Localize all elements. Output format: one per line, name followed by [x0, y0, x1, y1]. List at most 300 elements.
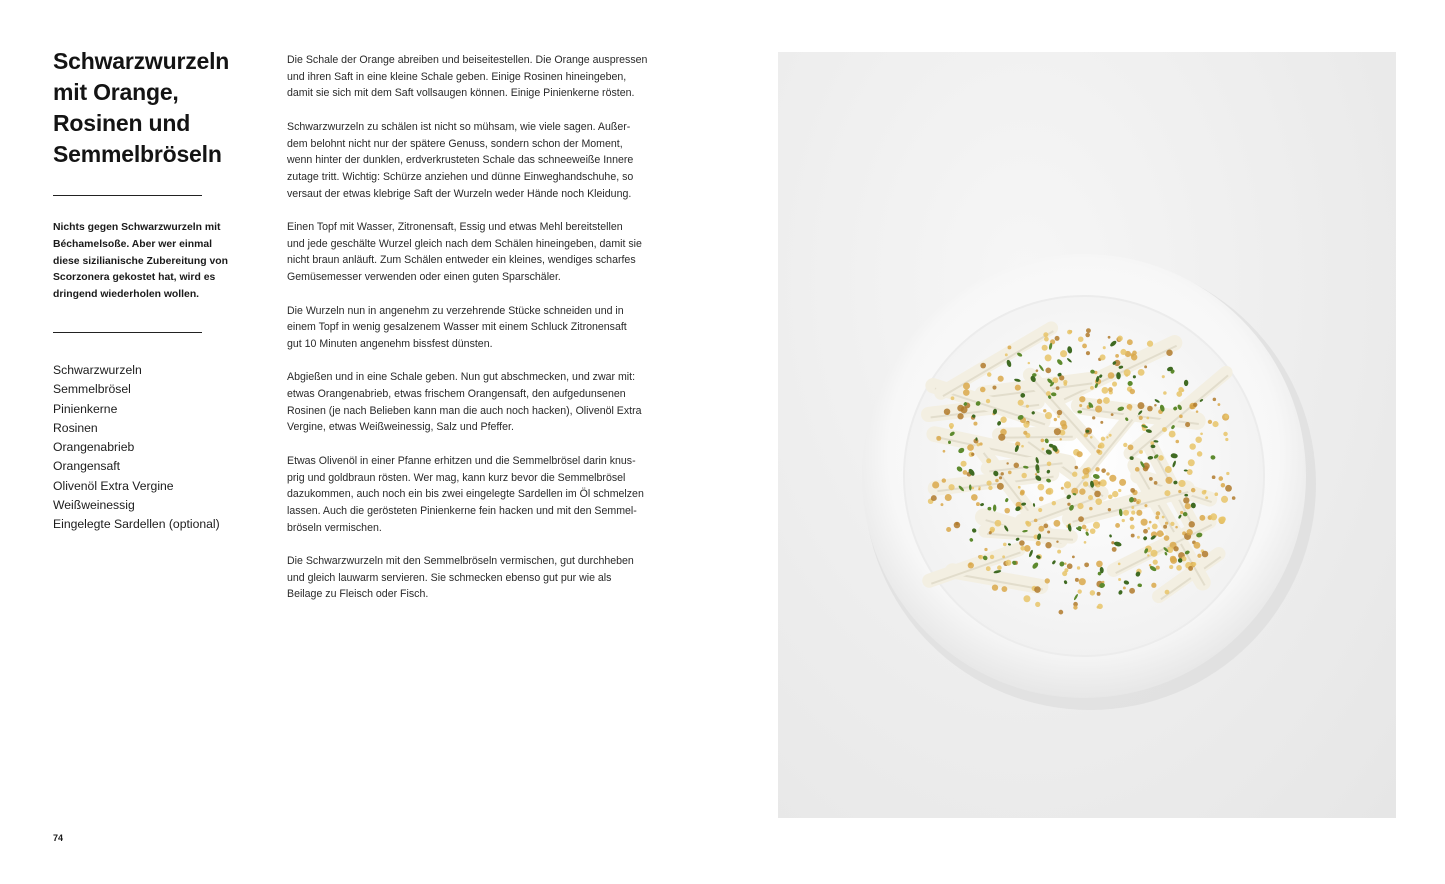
breadcrumb: [1192, 562, 1196, 566]
dish-photo-illustration: [778, 52, 1396, 818]
breadcrumb: [931, 495, 937, 501]
salsify-edge: [1001, 437, 1073, 438]
breadcrumb: [1060, 438, 1062, 440]
breadcrumb: [1094, 491, 1101, 498]
breadcrumb: [1061, 487, 1064, 490]
breadcrumb: [1170, 522, 1174, 526]
breadcrumb: [1208, 420, 1212, 424]
breadcrumb: [1152, 523, 1158, 529]
breadcrumb: [1155, 516, 1159, 520]
breadcrumb: [986, 566, 991, 571]
breadcrumb: [1100, 354, 1106, 360]
ingredient-item: Pinienkerne: [53, 401, 118, 416]
breadcrumb: [1095, 498, 1102, 505]
breadcrumb: [1084, 541, 1087, 544]
breadcrumb: [1096, 561, 1103, 568]
breadcrumb: [992, 584, 998, 590]
breadcrumb: [948, 484, 954, 490]
breadcrumb: [1018, 400, 1024, 406]
breadcrumb: [1067, 503, 1070, 506]
breadcrumb: [1086, 351, 1090, 355]
breadcrumb: [1137, 402, 1144, 409]
breadcrumb: [1165, 590, 1170, 595]
breadcrumb: [1158, 455, 1164, 461]
breadcrumb: [1199, 515, 1205, 521]
breadcrumb: [1052, 501, 1056, 505]
breadcrumb: [1195, 436, 1201, 442]
breadcrumb: [1103, 346, 1106, 349]
breadcrumb: [941, 503, 944, 506]
breadcrumb: [1151, 583, 1156, 588]
breadcrumb: [1076, 451, 1082, 457]
breadcrumb: [971, 487, 974, 490]
breadcrumb: [1075, 578, 1079, 582]
recipe-title: Schwarzwurzeln mit Orange, Rosinen und Semmelbröseln: [53, 48, 230, 167]
breadcrumb: [1047, 531, 1050, 534]
breadcrumb: [1023, 595, 1030, 602]
breadcrumb: [979, 555, 984, 560]
breadcrumb: [1090, 528, 1096, 534]
breadcrumb: [1061, 424, 1067, 430]
breadcrumb: [1043, 524, 1048, 529]
breadcrumb: [1225, 485, 1232, 492]
title-divider: [53, 195, 202, 196]
breadcrumb: [1047, 461, 1052, 466]
breadcrumb: [1001, 472, 1004, 475]
breadcrumb: [932, 481, 939, 488]
breadcrumb: [1079, 396, 1085, 402]
breadcrumb: [1093, 522, 1100, 529]
breadcrumb: [1079, 404, 1082, 407]
breadcrumb: [1000, 417, 1006, 423]
breadcrumb: [1143, 529, 1148, 534]
breadcrumb: [1095, 406, 1102, 413]
breadcrumb: [1193, 403, 1197, 407]
breadcrumb: [1232, 496, 1236, 500]
breadcrumb: [1117, 336, 1123, 342]
breadcrumb: [1163, 391, 1167, 395]
breadcrumb: [1175, 440, 1179, 444]
breadcrumb: [1123, 443, 1127, 447]
breadcrumb: [1123, 587, 1126, 590]
breadcrumb: [1147, 554, 1149, 556]
breadcrumb: [945, 494, 952, 501]
breadcrumb: [1147, 406, 1153, 412]
breadcrumb: [1098, 443, 1104, 449]
breadcrumb: [1097, 604, 1103, 610]
breadcrumb: [1072, 556, 1075, 559]
breadcrumb: [1130, 389, 1136, 395]
breadcrumb: [1150, 441, 1154, 445]
breadcrumb: [1054, 418, 1057, 421]
breadcrumb: [1090, 590, 1095, 595]
breadcrumb: [1020, 491, 1025, 496]
breadcrumb: [1054, 428, 1061, 435]
breadcrumb: [971, 494, 978, 501]
breadcrumb: [1197, 451, 1203, 457]
breadcrumb: [1109, 475, 1116, 482]
breadcrumb: [1112, 491, 1118, 497]
breadcrumb: [990, 555, 994, 559]
breadcrumb: [1095, 467, 1099, 471]
breadcrumb: [1097, 399, 1102, 404]
breadcrumb: [1162, 516, 1165, 519]
breadcrumb: [1035, 602, 1040, 607]
breadcrumb: [1111, 413, 1114, 416]
breadcrumb: [1002, 555, 1005, 558]
breadcrumb: [1150, 550, 1157, 557]
breadcrumb: [1200, 432, 1203, 435]
breadcrumb: [1123, 510, 1129, 516]
breadcrumb: [1057, 410, 1062, 415]
breadcrumb: [1118, 578, 1121, 581]
breadcrumb: [1106, 436, 1108, 438]
breadcrumb: [980, 387, 986, 393]
breadcrumb: [1147, 527, 1150, 530]
breadcrumb: [1189, 443, 1195, 449]
breadcrumb: [1001, 586, 1007, 592]
breadcrumb: [1057, 550, 1061, 554]
breadcrumb: [1045, 542, 1051, 548]
breadcrumb: [1221, 496, 1228, 503]
breadcrumb: [1138, 369, 1145, 376]
breadcrumb: [1064, 481, 1071, 488]
breadcrumb: [942, 478, 946, 482]
breadcrumb: [1082, 525, 1087, 530]
breadcrumb: [1006, 462, 1008, 464]
method-step: Die Schwarzwurzeln mit den Semmelbröseln vermischen, gut durchheben und gleich lauwarm servieren. Sie schmecken ebenso gut pur wie als Beilage zu Fleisch oder Fisch.: [287, 555, 634, 601]
breadcrumb: [1088, 495, 1093, 500]
breadcrumb: [1077, 566, 1080, 569]
breadcrumb: [1120, 349, 1126, 355]
breadcrumb: [1204, 490, 1207, 493]
breadcrumb: [1086, 328, 1091, 333]
method-step: Einen Topf mit Wasser, Zitronensaft, Essig und etwas Mehl bereitstellen und jede geschälte Wurzel gleich nach dem Schälen hineingeben, damit sie nicht braun anläuft. Zum Schälen entweder ein kleines, wendiges scharfes Gemüsemesser verwenden oder einen guten Sparschäler.: [287, 221, 642, 284]
method-step: Die Schale der Orange abreiben und beiseitestellen. Die Orange auspressen und ihren Saft in eine kleine Schale geben. Einige Rosinen hineingeben, damit sie sich mit dem Saft vollsaugen können. Einige Pinienkerne rösten.: [287, 54, 648, 100]
breadcrumb: [1045, 354, 1052, 361]
breadcrumb: [1115, 523, 1120, 528]
breadcrumb: [1178, 480, 1185, 487]
breadcrumb: [1146, 417, 1149, 420]
breadcrumb: [1019, 540, 1025, 546]
breadcrumb: [1130, 353, 1134, 357]
breadcrumb: [1056, 540, 1058, 542]
breadcrumb: [1197, 554, 1201, 558]
breadcrumb: [1034, 586, 1041, 593]
breadcrumb: [1220, 516, 1226, 522]
breadcrumb: [1185, 503, 1191, 509]
breadcrumb: [1218, 476, 1223, 481]
breadcrumb: [1130, 488, 1135, 493]
breadcrumb: [987, 372, 992, 377]
breadcrumb: [1078, 589, 1082, 593]
breadcrumb: [1164, 490, 1170, 496]
breadcrumb: [1176, 565, 1182, 571]
breadcrumb: [979, 442, 982, 445]
breadcrumb: [1008, 346, 1012, 350]
breadcrumb: [1162, 375, 1165, 378]
breadcrumb: [1101, 468, 1106, 473]
ingredient-item: Weißweinessig: [53, 498, 135, 513]
method-text: [287, 52, 682, 620]
breadcrumb: [1004, 508, 1010, 514]
breadcrumb: [1020, 546, 1025, 551]
breadcrumb: [1175, 526, 1178, 529]
breadcrumb: [1169, 431, 1176, 438]
breadcrumb: [961, 461, 967, 467]
breadcrumb: [1003, 543, 1007, 547]
breadcrumb: [1129, 408, 1131, 410]
breadcrumb: [1156, 511, 1160, 515]
breadcrumb: [978, 488, 980, 490]
breadcrumb: [1092, 416, 1095, 419]
breadcrumb: [1122, 519, 1125, 522]
breadcrumb: [1057, 415, 1060, 418]
breadcrumb: [1035, 473, 1037, 475]
breadcrumb: [1023, 431, 1027, 435]
breadcrumb: [1212, 475, 1216, 479]
breadcrumb: [1164, 535, 1170, 541]
breadcrumb: [1111, 541, 1114, 544]
breadcrumb: [1056, 386, 1060, 390]
breadcrumb: [1154, 481, 1158, 485]
breadcrumb: [963, 382, 970, 389]
breadcrumb: [1212, 421, 1218, 427]
intro-divider: [53, 332, 202, 333]
breadcrumb: [1149, 521, 1152, 524]
method-step: Schwarzwurzeln zu schälen ist nicht so mühsam, wie viele sagen. Außer- dem belohnt nicht nur der spätere Genuss, sondern schon der Moment, wenn hinter der dunklen, erdverkrusteten Schale das schneeweiße Innere zutage tritt. Wichtig: Schürze anziehen und dünne Einweghandschuhe, so versaut der etwas klebrige Saft der Wurzeln weder Hände noch Kleidung.: [287, 120, 634, 200]
breadcrumb: [1130, 517, 1134, 521]
breadcrumb: [1128, 444, 1134, 450]
breadcrumb: [944, 408, 950, 414]
breadcrumb: [973, 422, 977, 426]
breadcrumb: [1043, 409, 1046, 412]
breadcrumb: [976, 502, 980, 506]
breadcrumb: [1008, 471, 1012, 475]
breadcrumb: [1125, 374, 1128, 377]
breadcrumb: [1221, 483, 1225, 487]
breadcrumb: [1053, 520, 1060, 527]
breadcrumb: [1183, 497, 1189, 503]
breadcrumb: [946, 527, 951, 532]
breadcrumb: [1188, 566, 1193, 571]
breadcrumb: [1149, 477, 1153, 481]
breadcrumb: [971, 453, 974, 456]
breadcrumb: [1038, 526, 1044, 532]
breadcrumb: [1078, 336, 1084, 342]
breadcrumb: [1103, 397, 1110, 404]
breadcrumb: [1154, 404, 1157, 407]
breadcrumb: [1127, 339, 1133, 345]
breadcrumb: [1187, 469, 1193, 475]
breadcrumb: [1041, 448, 1044, 451]
breadcrumb: [1214, 492, 1218, 496]
breadcrumb: [1090, 436, 1093, 439]
breadcrumb: [989, 531, 992, 534]
method-step: Etwas Olivenöl in einer Pfanne erhitzen und die Semmelbrösel darin knus- prig und goldbraun rösten. Wer mag, kann kurz bevor die Semmelbrösel dazukommen, auch noch ein bis zwei eingelegte Sardellen im Öl schmelzen lassen. Auch die gerösteten Pinienkerne fein hacken und mit den Semmel- bröseln vermischen.: [287, 454, 644, 534]
breadcrumb: [1078, 516, 1084, 522]
breadcrumb: [999, 476, 1002, 479]
breadcrumb: [998, 434, 1005, 441]
breadcrumb: [1141, 519, 1148, 526]
breadcrumb: [1196, 410, 1199, 413]
breadcrumb: [1118, 563, 1121, 566]
breadcrumb: [1185, 422, 1190, 427]
breadcrumb: [967, 444, 974, 451]
breadcrumb: [1189, 521, 1195, 527]
breadcrumb: [1179, 415, 1183, 419]
breadcrumb: [995, 520, 1002, 527]
breadcrumb: [943, 450, 946, 453]
breadcrumb: [1109, 434, 1112, 437]
breadcrumb: [984, 548, 987, 551]
breadcrumb: [1137, 536, 1140, 539]
breadcrumb: [1119, 479, 1126, 486]
breadcrumb: [1082, 476, 1085, 479]
breadcrumb: [1169, 565, 1173, 569]
breadcrumb: [1210, 513, 1217, 520]
breadcrumb: [1130, 525, 1135, 530]
breadcrumb: [1224, 414, 1228, 418]
breadcrumb: [1100, 479, 1107, 486]
breadcrumb: [1135, 467, 1140, 472]
breadcrumb: [957, 413, 963, 419]
dish-photo: [778, 52, 1396, 818]
breadcrumb: [1044, 337, 1049, 342]
breadcrumb: [963, 470, 968, 475]
breadcrumb: [955, 522, 958, 525]
breadcrumb: [1157, 530, 1164, 537]
breadcrumb: [1118, 489, 1121, 492]
ingredient-item: Orangensaft: [53, 459, 121, 474]
breadcrumb: [1136, 510, 1142, 516]
breadcrumb: [1217, 403, 1220, 406]
breadcrumb: [1085, 528, 1088, 531]
breadcrumb: [1085, 333, 1090, 338]
breadcrumb: [1055, 336, 1060, 341]
breadcrumb: [1188, 459, 1195, 466]
breadcrumb: [1005, 353, 1008, 356]
breadcrumb: [1025, 521, 1029, 525]
breadcrumb: [1079, 578, 1086, 585]
breadcrumb: [1173, 546, 1178, 551]
breadcrumb: [1034, 519, 1038, 523]
breadcrumb: [1165, 522, 1168, 525]
breadcrumb: [986, 458, 991, 463]
breadcrumb: [1028, 362, 1030, 364]
breadcrumb: [1043, 332, 1048, 337]
breadcrumb: [998, 376, 1004, 382]
breadcrumb: [1205, 496, 1208, 499]
breadcrumb: [1139, 416, 1143, 420]
breadcrumb: [997, 483, 1004, 490]
breadcrumb: [1083, 481, 1088, 486]
breadcrumb: [936, 436, 941, 441]
breadcrumb: [1226, 472, 1229, 475]
breadcrumb: [995, 479, 999, 483]
breadcrumb: [1178, 490, 1181, 493]
breadcrumb: [988, 486, 992, 490]
breadcrumb: [1046, 391, 1051, 396]
breadcrumb: [963, 389, 970, 396]
breadcrumb: [1108, 372, 1115, 379]
ingredient-item: Semmelbrösel: [53, 382, 131, 397]
breadcrumb: [1090, 386, 1094, 390]
breadcrumb: [1060, 350, 1067, 357]
breadcrumb: [1074, 466, 1077, 469]
breadcrumb: [1021, 445, 1024, 448]
breadcrumb: [1064, 562, 1066, 564]
breadcrumb: [1036, 369, 1039, 372]
breadcrumb: [1038, 508, 1042, 512]
breadcrumb: [1131, 510, 1135, 514]
breadcrumb: [1162, 427, 1167, 432]
breadcrumb: [1223, 432, 1227, 436]
breadcrumb: [1213, 398, 1217, 402]
breadcrumb: [1045, 578, 1050, 583]
breadcrumb: [1156, 566, 1160, 570]
breadcrumb: [951, 396, 955, 400]
breadcrumb: [1108, 387, 1113, 392]
breadcrumb: [1136, 501, 1139, 504]
breadcrumb: [1083, 468, 1090, 475]
breadcrumb: [1018, 486, 1021, 489]
breadcrumb: [1096, 449, 1100, 453]
breadcrumb: [1067, 330, 1072, 335]
breadcrumb: [1101, 437, 1105, 441]
ingredient-item: Orangenabrieb: [53, 440, 135, 455]
breadcrumb: [1106, 472, 1109, 475]
method-step: Abgießen und in eine Schale geben. Nun gut abschmecken, und zwar mit: etwas Orangenabrieb, etwas frischem Orangensaft, den aufgedunsenen Rosinen (je nach Belieben kann man die auch noch hacken), Olivenöl Extra Vergine, etwas Weißweinessig, Salz und Pfeffer.: [287, 371, 642, 434]
breadcrumb: [1021, 473, 1026, 478]
breadcrumb: [1014, 463, 1019, 468]
breadcrumb: [1015, 385, 1021, 391]
breadcrumb: [1112, 547, 1117, 552]
ingredient-item: Olivenöl Extra Vergine: [53, 478, 174, 493]
breadcrumb: [1079, 488, 1085, 494]
breadcrumb: [992, 385, 996, 389]
breadcrumb: [1038, 484, 1045, 491]
breadcrumb: [1073, 605, 1077, 609]
breadcrumb: [1115, 354, 1119, 358]
breadcrumb: [1072, 472, 1077, 477]
breadcrumb: [1039, 496, 1044, 501]
breadcrumb: [1144, 504, 1147, 507]
ingredient-item: Rosinen: [53, 420, 98, 435]
breadcrumb: [1202, 551, 1209, 558]
ingredient-list: [53, 361, 220, 535]
breadcrumb: [1102, 387, 1109, 394]
breadcrumb: [1063, 382, 1067, 386]
breadcrumb: [969, 562, 972, 565]
breadcrumb: [1186, 529, 1192, 535]
breadcrumb: [1046, 488, 1053, 495]
breadcrumb: [957, 405, 964, 412]
breadcrumb: [1139, 450, 1143, 454]
breadcrumb: [1180, 511, 1183, 514]
recipe-intro: Nichts gegen Schwarzwurzeln mit Béchamelsoße. Aber wer einmal diese sizilianische Zubereitung von Scorzonera gekostet hat, wird es dringend wiederholen wollen.: [53, 222, 228, 301]
breadcrumb: [1089, 507, 1093, 511]
breadcrumb: [1129, 588, 1135, 594]
breadcrumb: [1194, 542, 1201, 549]
breadcrumb: [1045, 412, 1052, 419]
breadcrumb: [1067, 563, 1073, 569]
page-number: 74: [53, 833, 64, 843]
breadcrumb: [1165, 477, 1172, 484]
breadcrumb: [1082, 344, 1087, 349]
breadcrumb: [1131, 506, 1134, 509]
breadcrumb: [950, 426, 953, 429]
